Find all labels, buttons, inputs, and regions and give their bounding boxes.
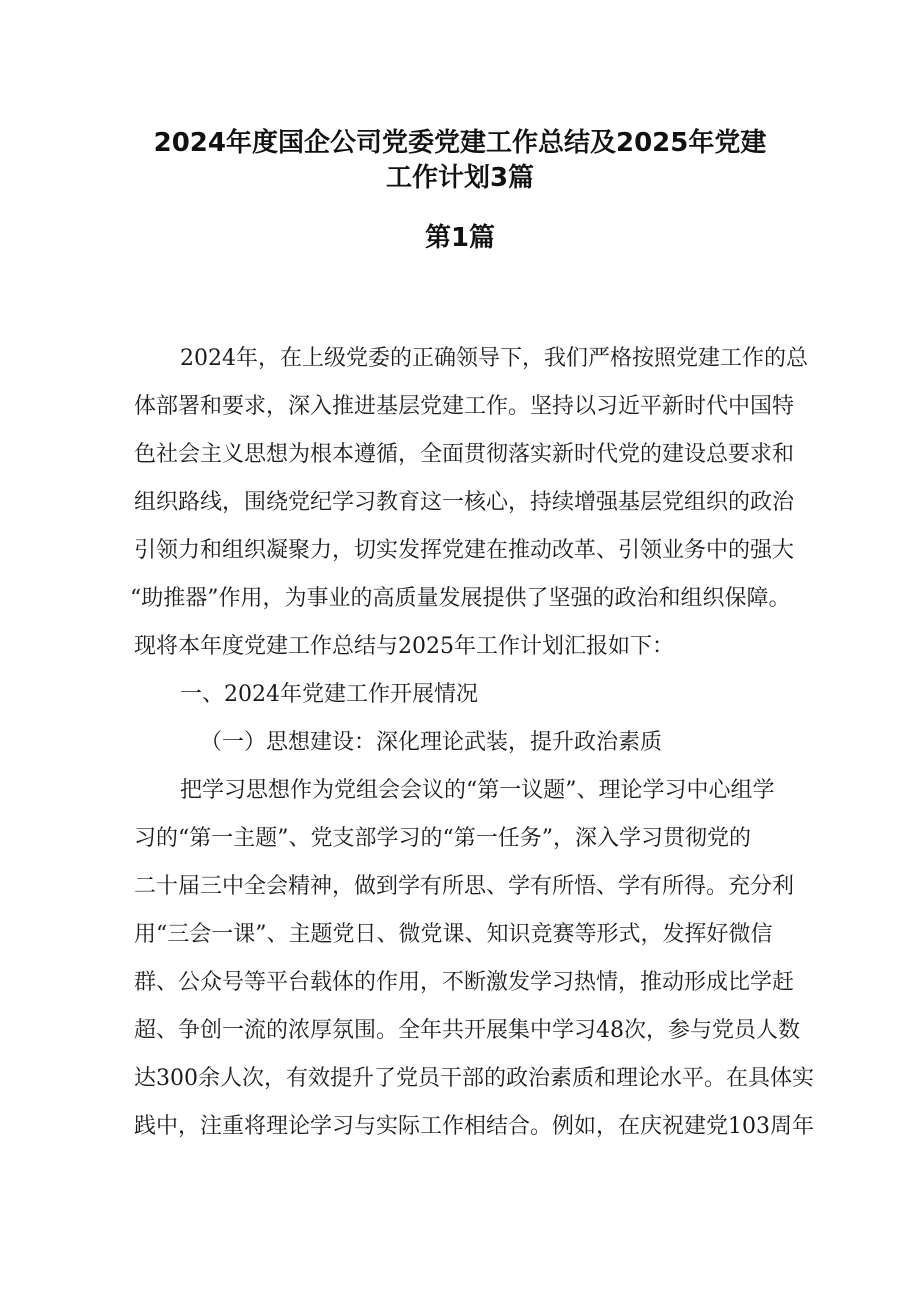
paragraph-line: “助推器”作用，为事业的高质量发展提供了坚强的政治和组织保障。 <box>130 586 791 611</box>
document-body <box>130 335 814 1151</box>
paragraph-line: 用“三会一课”、主题党日、微党课、知识竞赛等形式，发挥好微信 <box>134 922 773 947</box>
section-title: 第1篇 <box>424 223 496 253</box>
paragraph-line: 2024年，在上级党委的正确领导下，我们严格按照党建工作的总 <box>180 346 808 371</box>
heading-level1 <box>134 671 794 719</box>
heading-text: （一）思想建设：深化理论武装，提升政治素质 <box>200 730 663 755</box>
paragraph-line: 群、公众号等平台载体的作用，不断激发学习热情，推动形成比学赶 <box>134 970 795 995</box>
heading-text: 一、2024年党建工作开展情况 <box>180 682 478 707</box>
document-title-line2: 工作计划3篇 <box>385 163 535 193</box>
paragraph-intro <box>130 335 808 671</box>
paragraph-line: 组织路线，围绕党纪学习教育这一核心，持续增强基层党组织的政治 <box>134 490 795 515</box>
heading-level2 <box>134 719 794 767</box>
paragraph-study <box>134 767 814 1151</box>
paragraph-line: 践中，注重将理论学习与实际工作相结合。例如，在庆祝建党103周年 <box>134 1114 814 1139</box>
paragraph-line: 二十届三中全会精神，做到学有所思、学有所悟、学有所得。充分利 <box>134 874 795 899</box>
paragraph-line: 超、争创一流的浓厚氛围。全年共开展集中学习48次，参与党员人数 <box>134 1018 800 1043</box>
paragraph-line: 达300余人次，有效提升了党员干部的政治素质和理论水平。在具体实 <box>134 1066 814 1091</box>
document-title-line1: 2024年度国企公司党委党建工作总结及2025年党建 <box>153 128 767 158</box>
paragraph-line: 引领力和组织凝聚力，切实发挥党建在推动改革、引领业务中的强大 <box>134 538 795 563</box>
paragraph-line: 现将本年度党建工作总结与2025年工作计划汇报如下： <box>134 634 674 659</box>
paragraph-line: 习的“第一主题”、党支部学习的“第一任务”，深入学习贯彻党的 <box>134 826 751 851</box>
paragraph-line: 把学习思想作为党组会会议的“第一议题”、理论学习中心组学 <box>180 778 775 803</box>
paragraph-line: 色社会主义思想为根本遵循，全面贯彻落实新时代党的建设总要求和 <box>134 442 795 467</box>
paragraph-line: 体部署和要求，深入推进基层党建工作。坚持以习近平新时代中国特 <box>134 394 795 419</box>
